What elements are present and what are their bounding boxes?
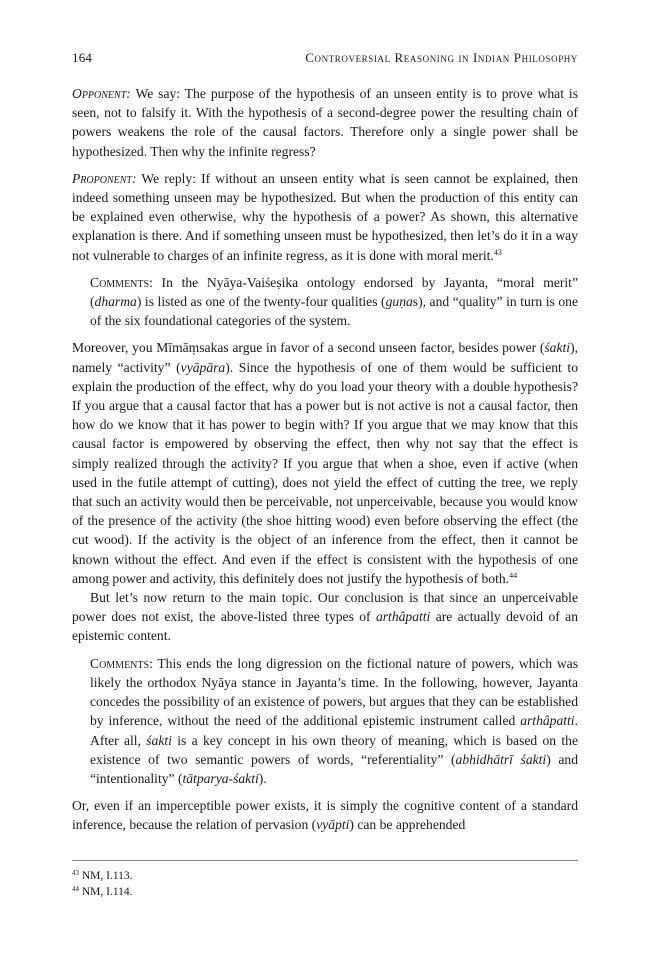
footnote: $^{44}$ NM, I.114. (72, 885, 133, 898)
opponent-paragraph: Opponent: We say: The purpose of the hypothesis of an unseen entity is to prove what is seen, not to falsify it. With the hypothesis of a second-degree power the resulting chain of powers weakens the role of the causal factors. Therefore only a single power shall be hypothesized. Then why the infinite regress? (72, 86, 578, 159)
footnote-ref[interactable]: 44 (509, 570, 518, 580)
running-title: Controversial Reasoning in Indian Philosophy (305, 50, 578, 65)
comment-block: Comments: In the Nyāya-Vaiśeṣika ontology endorsed by Jayanta, “moral merit” (dharma) is listed as one of the twenty-four qualities (guṇas), and “quality” in turn is one of the six foundational categories of the system. (90, 274, 578, 329)
body-paragraph: But let’s now return to the main topic. Our conclusion is that since an unperceivable power does not exist, the above-listed three types of arthâpatti are actually devoid of an epistemic content. (72, 590, 578, 644)
running-header (72, 50, 578, 66)
comment-label: Comments: (90, 655, 153, 671)
main-text (72, 84, 578, 835)
page-number: 164 (72, 50, 93, 65)
speaker-label: Proponent: (72, 170, 137, 186)
body-paragraph: Or, even if an imperceptible power exists, it is simply the cognitive content of a standard inference, because the relation of pervasion (vyāpti) can be apprehended (72, 798, 578, 833)
comment-label: Comments: (90, 274, 153, 290)
comment-block: Comments: This ends the long digression on the fictional nature of powers, which was likely the orthodox Nyāya stance in Jayanta’s time. In the following, however, Jayanta concedes the possibility of an existence of powers, but argues that they can be established by inference, without the need of the additional epistemic instrument called arthâpatti. After all, śakti is a key concept in his own theory of meaning, which is based on the existence of two semantic powers of words, “referentiality” (abhidhātrī śakti) and “intentionality” (tātparya-śakti). (90, 655, 578, 786)
footnote-ref[interactable]: 43 (493, 247, 502, 257)
proponent-paragraph: Proponent: We reply: If without an unseen entity what is seen cannot be explained, then indeed something unseen may be hypothesized. But when the production of this entity can be explained even otherwise, why the hypothesis of a power? As shown, this alternative explanation is there. And if something unseen must be hypothesized, then let’s do it in a way not vulnerable to charges of an infinite regress, as it is done with moral merit.$^{43}$ (72, 170, 578, 263)
body-paragraph: Moreover, you Mīmāṃsakas argue in favor of a second unseen factor, besides power (śakti), namely “activity” (vyāpāra). Since the hypothesis of one of them would be sufficient to explain the production of the effect, why do you load your theory with a double hypothesis? If you argue that a causal factor that has a power but is not active is not a causal factor, then how do we know that it has power to begin with? If you argue that we may know that this causal factor is empowered by observing the effect, then why not say that the effect is simply realized through the activity? If you argue that when a shoe, even if active (when used in the futile attempt of cutting), does not yield the effect of cutting the tree, we reply that such an activity would then be perceivable, not unperceivable, because you would know of the presence of the activity (the shoe hitting wood) even before observing the effect (the cut wood). If the activity is the object of an inference from the effect, then it cannot be known without the effect. And even if the effect is consistent with the hypothesis of one among power and activity, this definitely does not justify the hypothesis of both.$^{44}$ (72, 340, 579, 586)
footnote-divider (72, 860, 578, 861)
speaker-label: Opponent: (72, 86, 131, 101)
footnote: $^{43}$ NM, I.113. (72, 869, 133, 882)
footnotes (72, 868, 578, 900)
